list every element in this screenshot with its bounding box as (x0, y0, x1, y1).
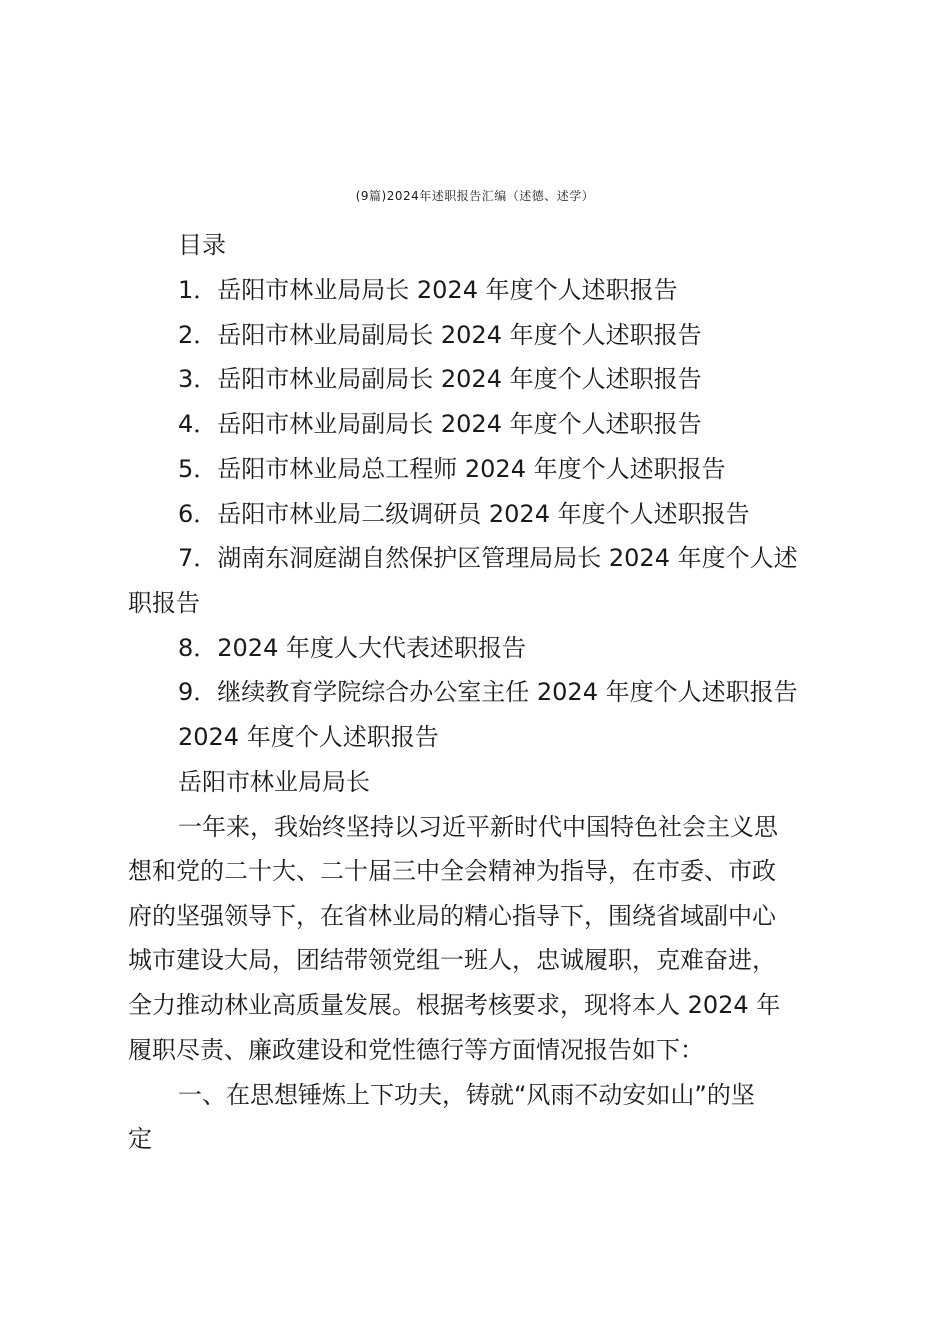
toc-heading: 目录 (178, 231, 226, 259)
report-title: 2024 年度个人述职报告 (178, 723, 439, 751)
toc-item: 9．继续教育学院综合办公室主任 2024 年度个人述职报告 (178, 678, 798, 706)
document-title: (9篇)2024年述职报告汇编（述德、述学） (355, 189, 595, 203)
toc-item: 7．湖南东洞庭湖自然保护区管理局局长 2024 年度个人述 (178, 544, 798, 572)
body-line: 履职尽责、廉政建设和党性德行等方面情况报告如下： (128, 1036, 704, 1064)
toc-item: 5．岳阳市林业局总工程师 2024 年度个人述职报告 (178, 455, 726, 483)
toc-item: 6．岳阳市林业局二级调研员 2024 年度个人述职报告 (178, 500, 750, 528)
body-line: 城市建设大局，团结带领党组一班人，忠诚履职，克难奋进， (128, 946, 776, 974)
body-line: 全力推动林业高质量发展。根据考核要求，现将本人 2024 年 (128, 991, 781, 1019)
body-line: 府的坚强领导下，在省林业局的精心指导下，围绕省域副中心 (128, 902, 776, 930)
toc-item: 4．岳阳市林业局副局长 2024 年度个人述职报告 (178, 410, 702, 438)
toc-item: 2．岳阳市林业局副局长 2024 年度个人述职报告 (178, 321, 702, 349)
toc-item-continuation: 职报告 (128, 589, 200, 617)
section-heading-continuation: 定 (128, 1125, 152, 1153)
section-heading: 一、在思想锤炼上下功夫，铸就“风雨不动安如山”的坚 (178, 1081, 755, 1109)
toc-item: 3．岳阳市林业局副局长 2024 年度个人述职报告 (178, 365, 702, 393)
toc-item: 1．岳阳市林业局局长 2024 年度个人述职报告 (178, 276, 678, 304)
body-line: 一年来，我始终坚持以习近平新时代中国特色社会主义思 (178, 813, 778, 841)
body-line: 想和党的二十大、二十届三中全会精神为指导，在市委、市政 (128, 857, 776, 885)
author-position: 岳阳市林业局局长 (178, 768, 370, 796)
toc-item: 8．2024 年度人大代表述职报告 (178, 634, 526, 662)
